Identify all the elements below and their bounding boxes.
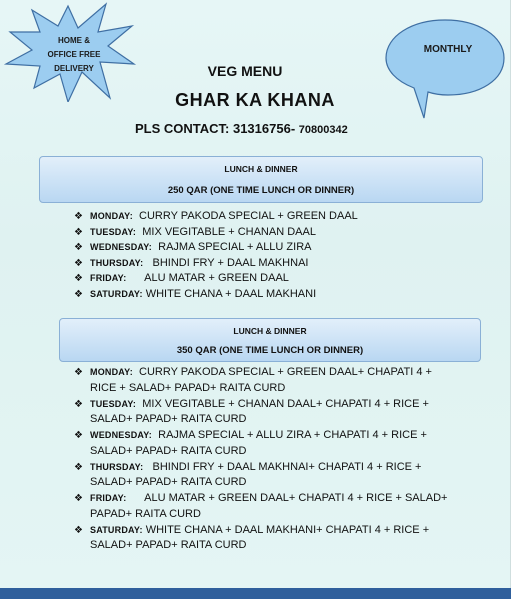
list-item [74,209,434,225]
diamond-bullet-icon: ❖ [74,226,83,238]
section1-heading: LUNCH & DINNER [224,164,298,174]
section1-menu-list [74,209,434,302]
list-item [74,460,454,491]
section2-header [59,318,481,362]
dish-text: WHITE CHANA + DAAL MAKHANI+ CHAPATI 4 + RICE + SALAD+ PAPAD+ RAITA CURD [90,523,430,551]
dish-text: RAJMA SPECIAL + ALLU ZIRA [158,241,312,253]
dish-text: MIX VEGITABLE + CHANAN DAAL [142,225,316,238]
day-label: SATURDAY: [90,524,143,535]
list-item [74,365,454,396]
diamond-bullet-icon: ❖ [74,273,83,284]
dish-text: ALU MATAR + GREEN DAAL+ CHAPATI 4 + RICE + SALAD+ PAPAD+ RAITA CURD [90,492,448,520]
page-title: VEG MENU [207,63,283,79]
day-label: FRIDAY: [90,273,127,283]
list-item [74,397,454,428]
day-label: WEDNESDAY: [90,242,153,252]
dish-text: MIX VEGITABLE + CHANAN DAAL+ CHAPATI 4 + RICE + SALAD+ PAPAD+ RAITA CURD [90,397,429,425]
section2-heading: LUNCH & DINNER [233,326,307,336]
diamond-bullet-icon: ❖ [74,430,83,441]
day-label: FRIDAY: [90,493,127,503]
badge-line-3: DELIVERY [54,64,94,73]
day-label: WEDNESDAY: [90,430,153,440]
section2-menu-list [74,365,454,554]
contact-label: PLS CONTACT: 31316756- [135,121,296,136]
list-item [74,240,434,256]
diamond-bullet-icon: ❖ [74,493,83,504]
diamond-bullet-icon: ❖ [74,288,83,300]
diamond-bullet-icon: ❖ [74,257,83,269]
list-item [74,256,434,272]
monthly-label: MONTHLY [423,44,473,55]
list-item [74,491,454,522]
day-label: THURSDAY: [90,257,144,268]
badge-line-1: HOME & [58,36,90,45]
day-label: TUESDAY: [90,398,137,409]
day-label: SATURDAY: [90,288,143,299]
dish-text: CURRY PAKODA SPECIAL + GREEN DAAL [139,210,358,222]
contact-line [135,121,348,136]
diamond-bullet-icon: ❖ [74,367,83,378]
list-item [74,225,434,241]
list-item [74,523,454,554]
dish-text: BHINDI FRY + DAAL MAKHNAI [152,256,309,269]
page-subtitle: GHAR KA KHANA [175,90,335,110]
section2-price: 350 QAR (ONE TIME LUNCH OR DINNER) [176,345,364,356]
section1-header [39,156,483,203]
bottom-bar [0,588,511,599]
diamond-bullet-icon: ❖ [74,398,83,410]
day-label: MONDAY: [90,367,133,377]
diamond-bullet-icon: ❖ [74,242,83,253]
dish-text: ALU MATAR + GREEN DAAL [144,272,289,284]
list-item [74,428,454,459]
contact-second-number: 70800342 [298,124,348,136]
day-label: TUESDAY: [90,226,137,237]
diamond-bullet-icon: ❖ [74,211,83,222]
section1-price: 250 QAR (ONE TIME LUNCH OR DINNER) [167,185,355,196]
dish-text: CURRY PAKODA SPECIAL + GREEN DAAL+ CHAPATI 4 + RICE + SALAD+ PAPAD+ RAITA CURD [90,366,432,394]
badge-line-2: OFFICE FREE [47,50,101,59]
dish-text: WHITE CHANA + DAAL MAKHANI [145,287,317,300]
list-item [74,271,434,287]
day-label: THURSDAY: [90,461,144,472]
dish-text: RAJMA SPECIAL + ALLU ZIRA + CHAPATI 4 + RICE + SALAD+ PAPAD+ RAITA CURD [90,429,427,457]
diamond-bullet-icon: ❖ [74,524,83,536]
day-label: MONDAY: [90,211,133,221]
dish-text: BHINDI FRY + DAAL MAKHNAI+ CHAPATI 4 + RICE + SALAD+ PAPAD+ RAITA CURD [90,460,422,488]
diamond-bullet-icon: ❖ [74,461,83,473]
list-item [74,287,434,303]
